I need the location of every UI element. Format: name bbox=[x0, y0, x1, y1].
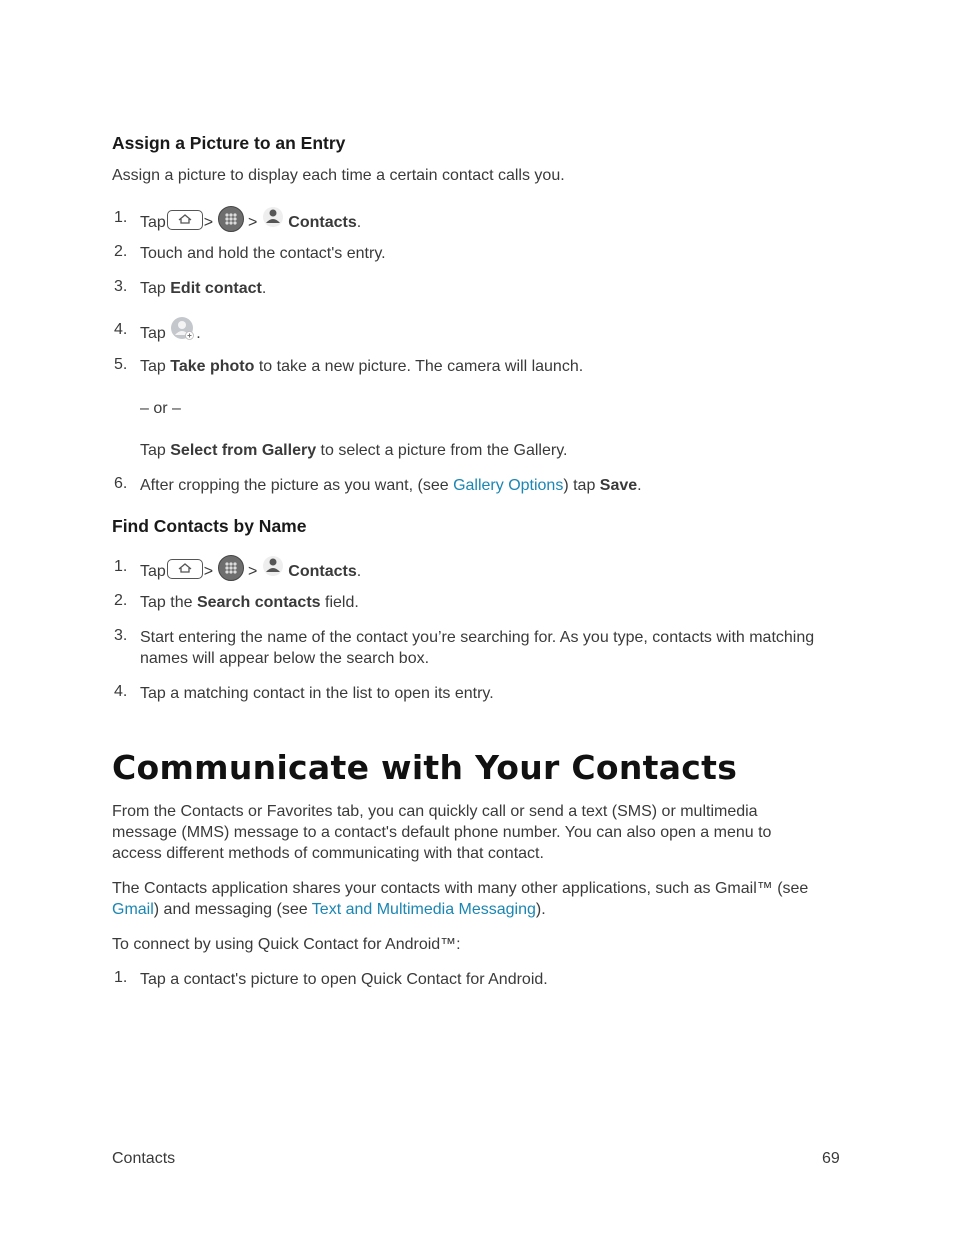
step-number: 4. bbox=[114, 683, 128, 700]
step-number: 2. bbox=[114, 592, 128, 609]
step-text: Tap bbox=[140, 358, 171, 375]
section-intro: Assign a picture to display each time a certain contact calls you. bbox=[112, 167, 565, 184]
step-end: . bbox=[356, 214, 362, 231]
step-separator: > bbox=[203, 214, 214, 231]
contacts-icon bbox=[262, 206, 284, 232]
paragraph-line: To connect by using Quick Contact for Android™: bbox=[112, 936, 461, 953]
step-number: 5. bbox=[114, 356, 128, 373]
paragraph-line: The Contacts application shares your contacts with many other applications, such as Gmail™ (see bbox=[112, 880, 809, 897]
step-text: Start entering the name of the contact you’re searching for. As you type, contacts with matching bbox=[140, 629, 815, 646]
step-text: names will appear below the search box. bbox=[140, 650, 430, 667]
step-text: to select a picture from the Gallery. bbox=[316, 442, 568, 459]
step-number: 6. bbox=[114, 475, 128, 492]
step-text: Tap bbox=[140, 325, 166, 342]
step-6-line bbox=[140, 475, 642, 496]
page-title: Communicate with Your Contacts bbox=[112, 748, 738, 787]
contacts-label: Contacts bbox=[288, 563, 357, 580]
step-separator: > bbox=[248, 563, 258, 580]
add-picture-icon bbox=[170, 316, 196, 342]
footer-section-name: Contacts bbox=[112, 1150, 176, 1167]
step-tap-label: Tap bbox=[140, 214, 166, 231]
apps-icon bbox=[218, 555, 244, 581]
alt-step-line bbox=[140, 440, 567, 461]
step-number: 4. bbox=[114, 321, 128, 338]
paragraph-text: ) and messaging (see bbox=[153, 901, 312, 918]
step-number: 3. bbox=[114, 627, 128, 644]
step-number: 2. bbox=[114, 243, 128, 260]
find-step-2-line bbox=[140, 592, 359, 613]
step-1-line bbox=[140, 206, 361, 233]
step-text: Touch and hold the contact's entry. bbox=[140, 245, 386, 262]
home-icon bbox=[167, 559, 203, 579]
save-label: Save bbox=[599, 477, 638, 494]
step-text: Tap a contact's picture to open Quick Contact for Android. bbox=[140, 971, 548, 988]
step-text: field. bbox=[320, 594, 359, 611]
step-end: . bbox=[356, 563, 362, 580]
step-end: . bbox=[196, 325, 201, 342]
step-text: Tap bbox=[140, 442, 171, 459]
gmail-link[interactable]: Gmail bbox=[112, 901, 154, 918]
contacts-label: Contacts bbox=[288, 214, 357, 231]
footer-page-number: 69 bbox=[822, 1150, 840, 1167]
paragraph-line: message (MMS) message to a contact's default phone number. You can also open a menu to bbox=[112, 824, 772, 841]
paragraph-line: access different methods of communicating with that contact. bbox=[112, 845, 544, 862]
step-text: to take a new picture. The camera will launch. bbox=[254, 358, 584, 375]
contacts-icon bbox=[262, 555, 284, 581]
step-number: 1. bbox=[114, 209, 128, 226]
paragraph-text: ). bbox=[535, 901, 546, 918]
step-number: 3. bbox=[114, 278, 128, 295]
home-icon bbox=[167, 210, 203, 230]
take-photo-label: Take photo bbox=[170, 358, 255, 375]
gallery-options-link[interactable]: Gallery Options bbox=[453, 477, 564, 494]
step-text: Tap bbox=[140, 280, 171, 297]
step-end: . bbox=[637, 477, 642, 494]
text-messaging-link[interactable]: Text and Multimedia Messaging bbox=[311, 901, 536, 918]
step-text: Tap a matching contact in the list to open its entry. bbox=[140, 685, 494, 702]
step-3-line bbox=[140, 278, 266, 299]
step-number: 1. bbox=[114, 558, 128, 575]
step-number: 1. bbox=[114, 969, 128, 986]
step-5-line bbox=[140, 356, 583, 377]
search-contacts-label: Search contacts bbox=[196, 594, 321, 611]
or-separator: – or – bbox=[140, 400, 181, 417]
step-separator: > bbox=[203, 563, 214, 580]
edit-contact-label: Edit contact bbox=[170, 280, 262, 297]
step-end: . bbox=[261, 280, 267, 297]
section-heading-assign-picture: Assign a Picture to an Entry bbox=[112, 133, 346, 153]
find-step-1-line bbox=[140, 555, 361, 582]
step-text: Tap the bbox=[140, 594, 197, 611]
step-tap-label: Tap bbox=[140, 563, 166, 580]
step-separator: > bbox=[248, 214, 258, 231]
section-heading-find-contacts: Find Contacts by Name bbox=[112, 516, 307, 536]
step-4-line bbox=[140, 316, 201, 344]
paragraph-line-links bbox=[112, 899, 546, 920]
step-text: ) tap bbox=[563, 477, 600, 494]
apps-icon bbox=[218, 206, 244, 232]
select-gallery-label: Select from Gallery bbox=[170, 442, 317, 459]
step-text: After cropping the picture as you want, (see bbox=[140, 477, 454, 494]
paragraph-line: From the Contacts or Favorites tab, you can quickly call or send a text (SMS) or multimedia bbox=[112, 803, 758, 820]
